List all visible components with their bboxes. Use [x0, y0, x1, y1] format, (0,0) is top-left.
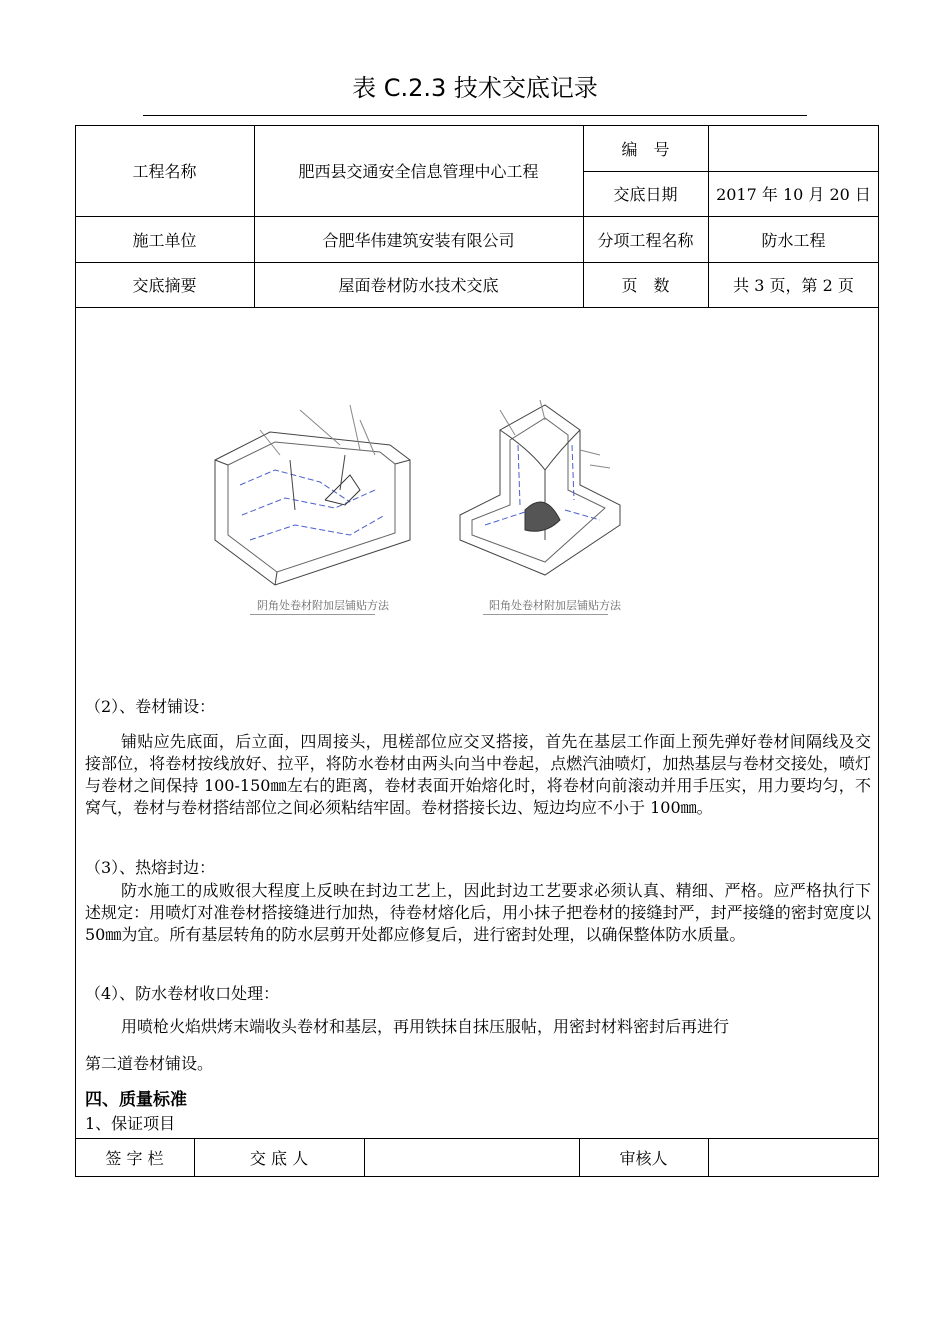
- section-2-body: [85, 731, 871, 819]
- caption-underline: [250, 614, 375, 615]
- number-value: [708, 125, 879, 171]
- section-2-text: 铺贴应先底面，后立面，四周接头，甩槎部位应交叉搭接，首先在基层工作面上预先弹好卷材间隔线及交接部位，将卷材按线放好、拉平，将防水卷材由两头向当中卷起，点燃汽油喷灯，加热基层与卷材交接处，喷灯与卷材之间保持 100-150㎜左右的距离，卷材表面开始熔化时，将卷材向前滚动并用手压实，用力要均匀，不窝气，卷材与卷材搭结部位之间必须粘结牢固。卷材搭接长边、短边均应不小于 100㎜。: [85, 732, 871, 817]
- reviewer-label: 审核人: [619, 1149, 668, 1168]
- waterproofing-drawings: [200, 390, 640, 620]
- title-underline: [143, 115, 807, 116]
- pages-value: 共 3 页，第 2 页: [733, 276, 854, 295]
- caption-underline: [483, 614, 608, 615]
- date-label: 交底日期: [613, 185, 678, 204]
- quality-standard-heading: 四、质量标准: [85, 1090, 187, 1110]
- left-figure-caption: 阴角处卷材附加层铺贴方法: [257, 599, 389, 612]
- section-4-text-line-2: 第二道卷材铺设。: [85, 1054, 214, 1073]
- number-label: 编 号: [621, 139, 670, 159]
- presenter-signature[interactable]: [364, 1138, 579, 1177]
- presenter-label: 交 底 人: [249, 1149, 309, 1168]
- subproject-value: 防水工程: [761, 230, 826, 250]
- outside-corner-drawing: [460, 400, 620, 575]
- section-4-text-line-1: 用喷枪火焰烘烤末端收头卷材和基层，再用铁抹自抹压服帖，用密封材料密封后再进行: [121, 1017, 730, 1036]
- subproject-label: 分项工程名称: [597, 230, 694, 250]
- guarantee-items-label: 1、保证项目: [85, 1114, 176, 1133]
- pages-label: 页 数: [621, 276, 670, 295]
- summary-label: 交底摘要: [132, 276, 197, 295]
- section-2-heading: （2）、卷材铺设：: [85, 697, 216, 716]
- section-4-heading: （4）、防水卷材收口处理：: [85, 984, 280, 1003]
- signature-label: 签 字 栏: [105, 1149, 164, 1168]
- contractor-label: 施工单位: [132, 230, 197, 250]
- project-name-label: 工程名称: [132, 162, 197, 181]
- inside-corner-drawing: [215, 405, 410, 585]
- summary-value: 屋面卷材防水技术交底: [338, 276, 499, 295]
- date-value: 2017 年 10 月 20 日: [716, 185, 871, 204]
- section-3-body: [85, 880, 871, 946]
- project-name-value: 肥西县交通安全信息管理中心工程: [298, 162, 539, 181]
- contractor-value: 合肥华伟建筑安装有限公司: [322, 230, 515, 250]
- section-3-heading: （3）、热熔封边：: [85, 858, 216, 877]
- reviewer-signature[interactable]: [708, 1138, 879, 1177]
- grid-line: [75, 307, 879, 308]
- document-title: 表 C.2.3 技术交底记录: [352, 74, 598, 102]
- right-figure-caption: 阳角处卷材附加层铺贴方法: [489, 599, 621, 612]
- section-3-text: 防水施工的成败很大程度上反映在封边工艺上，因此封边工艺要求必须认真、精细、严格。应严格执行下述规定：用喷灯对准卷材搭接缝进行加热，待卷材熔化后，用小抹子把卷材的接缝封严，封严接缝的密封宽度以 50㎜为宜。所有基层转角的防水层剪开处都应修复后，进行密封处理，以确保整体防水质量。: [85, 881, 871, 944]
